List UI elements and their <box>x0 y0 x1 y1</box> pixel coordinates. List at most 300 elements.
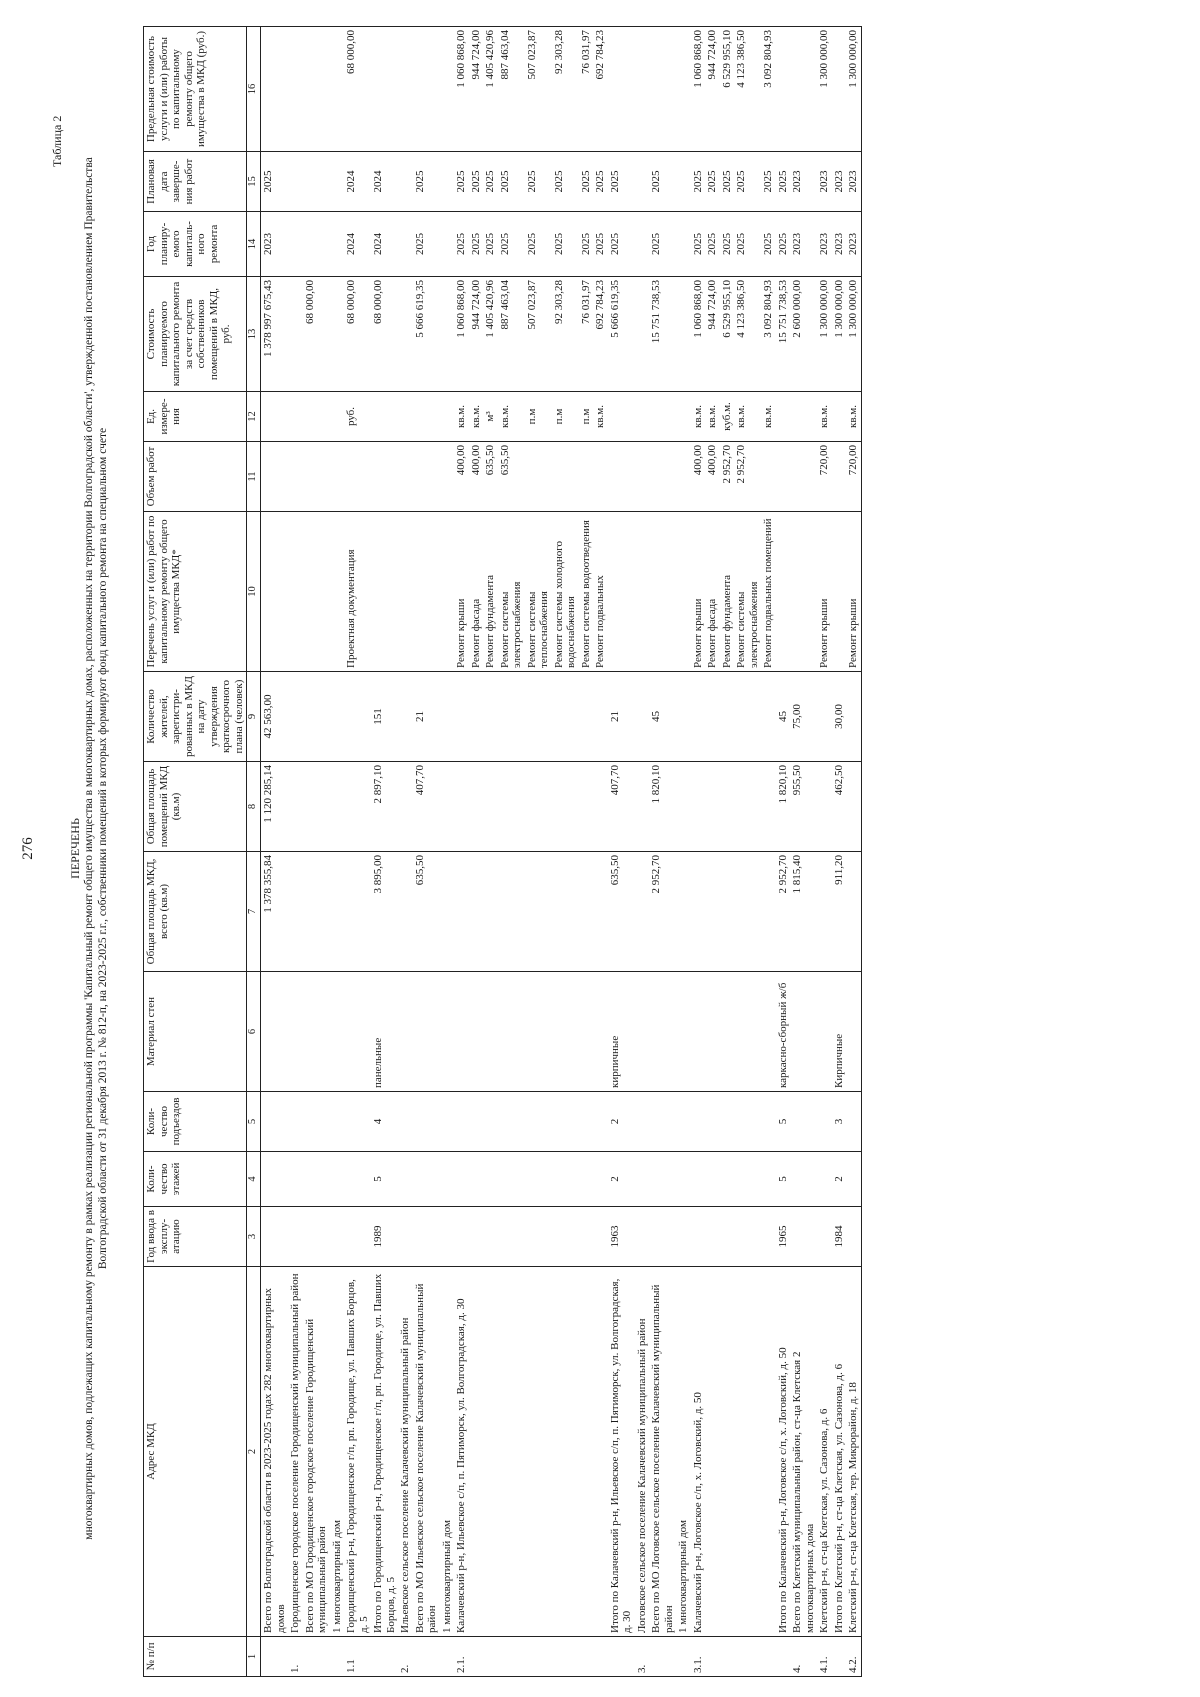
table-cell: 2023 <box>790 152 817 212</box>
table-cell <box>498 1267 525 1637</box>
heading-description-line-1: многоквартирных домов, подлежащих капитальному ремонту в рамках реализации региональной программы 'Капитальный ремонт общего имущества в многоквартирных домах, расположенных на территории Волгоградской области', утвержденной постановлением Правительства <box>83 157 95 1540</box>
table-cell: 2025 <box>649 212 676 277</box>
table-cell: 1963 <box>608 1207 635 1267</box>
column-header: Год ввода в эксплу-атацию <box>144 1207 247 1267</box>
table-cell <box>579 1092 594 1152</box>
table-cell: Всего по МО Логовское сельское поселение Калачевский муниципальный район <box>649 1267 676 1637</box>
table-cell <box>440 277 455 392</box>
table-cell: 1 300 000,00 <box>846 277 861 392</box>
table-cell: 2025 <box>469 152 484 212</box>
table-cell <box>579 672 594 762</box>
table-cell <box>720 672 735 762</box>
table-row <box>776 27 791 1677</box>
table-cell <box>330 1152 345 1207</box>
table-cell: 2023 <box>832 212 847 277</box>
table-cell <box>398 1152 413 1207</box>
table-cell: 635,50 <box>413 852 440 972</box>
table-cell <box>525 972 552 1092</box>
table-row <box>440 27 455 1677</box>
table-cell <box>525 442 552 512</box>
table-cell <box>498 1152 525 1207</box>
table-cell <box>288 972 303 1092</box>
table-cell: 407,70 <box>608 762 635 852</box>
table-cell <box>440 1152 455 1207</box>
table-cell <box>593 1152 608 1207</box>
table-cell <box>469 852 484 972</box>
table-cell: 2 952,70 <box>776 852 791 972</box>
table-cell: 1 многоквартирный дом <box>330 1267 345 1637</box>
table-cell <box>649 27 676 152</box>
table-cell <box>705 1267 720 1637</box>
table-cell <box>469 1152 484 1207</box>
table-cell: Всего по Волгоградской области в 2023-2025 годах 282 многоквартирных домов <box>261 1267 289 1637</box>
table-cell: 911,20 <box>832 852 847 972</box>
table-cell: 1 378 355,84 <box>261 852 289 972</box>
table-cell: м³ <box>483 392 498 442</box>
table-cell <box>483 1092 498 1152</box>
table-cell: 1.1 <box>344 1637 371 1677</box>
table-cell <box>676 1152 691 1207</box>
table-cell: 400,00 <box>705 442 720 512</box>
table-cell: Ремонт системы теплоснабжения <box>525 512 552 672</box>
column-number: 7 <box>247 852 261 972</box>
table-cell <box>676 672 691 762</box>
table-cell: 2025 <box>776 212 791 277</box>
table-cell <box>483 1267 498 1637</box>
table-cell <box>371 392 398 442</box>
table-cell: 2025 <box>720 152 735 212</box>
table-cell: 400,00 <box>454 442 469 512</box>
table-cell <box>635 212 650 277</box>
table-cell <box>552 762 579 852</box>
table-cell: 76 031,97 <box>579 27 594 152</box>
table-row <box>761 27 776 1677</box>
table-cell <box>776 392 791 442</box>
table-cell <box>498 672 525 762</box>
table-cell <box>608 1637 635 1677</box>
table-cell <box>371 512 398 672</box>
table-cell: 42 563,00 <box>261 672 289 762</box>
table-cell: 1989 <box>371 1207 398 1267</box>
table-cell <box>649 392 676 442</box>
table-cell: 5 <box>776 1152 791 1207</box>
table-cell: 2.1. <box>454 1637 469 1677</box>
table-cell: Кирпичные <box>832 972 847 1092</box>
table-cell <box>525 1637 552 1677</box>
table-cell: кв.м. <box>705 392 720 442</box>
table-cell: 1 820,10 <box>776 762 791 852</box>
table-cell <box>288 27 303 152</box>
table-cell <box>593 852 608 972</box>
table-cell <box>705 1152 720 1207</box>
table-cell <box>469 1267 484 1637</box>
column-header: Год планиру-емого капиталь-ного ремонта <box>144 212 247 277</box>
table-cell: 3 092 804,93 <box>761 277 776 392</box>
table-cell <box>261 1207 289 1267</box>
table-cell <box>483 1637 498 1677</box>
table-row <box>469 27 484 1677</box>
table-cell <box>761 442 776 512</box>
table-cell <box>846 1152 861 1207</box>
table-cell: 2025 <box>261 152 289 212</box>
table-cell <box>303 762 330 852</box>
table-row <box>734 27 761 1677</box>
table-cell: 635,50 <box>608 852 635 972</box>
table-body <box>261 27 862 1677</box>
table-cell: 887 463,04 <box>498 277 525 392</box>
table-row <box>303 27 330 1677</box>
table-cell <box>817 852 832 972</box>
table-cell: 1 378 997 675,43 <box>261 277 289 392</box>
table-cell <box>440 27 455 152</box>
table-cell: Проектная документация <box>344 512 371 672</box>
table-cell: 944 724,00 <box>469 277 484 392</box>
table-cell <box>330 762 345 852</box>
table-cell <box>440 212 455 277</box>
table-cell <box>817 1152 832 1207</box>
table-cell: 720,00 <box>846 442 861 512</box>
table-cell: 2023 <box>261 212 289 277</box>
table-cell <box>303 1207 330 1267</box>
table-cell: Итого по Клетский р-н, ст-ца Клетская, ул. Сазонова, д. 6 <box>832 1267 847 1637</box>
table-cell: 1 300 000,00 <box>817 27 832 152</box>
table-cell <box>790 972 817 1092</box>
table-cell: Клетский р-н, ст-ца Клетская, ул. Сазонова, д. 6 <box>817 1267 832 1637</box>
table-cell <box>761 1092 776 1152</box>
table-cell <box>720 852 735 972</box>
table-cell <box>720 1267 735 1637</box>
table-cell <box>846 1207 861 1267</box>
table-cell <box>303 392 330 442</box>
table-cell: 2025 <box>525 212 552 277</box>
table-cell: 692 784,23 <box>593 27 608 152</box>
table-cell <box>552 972 579 1092</box>
table-cell <box>691 1207 706 1267</box>
table-cell: 507 023,87 <box>525 27 552 152</box>
table-cell: 2025 <box>734 212 761 277</box>
table-row <box>817 27 832 1677</box>
table-cell: 2 952,70 <box>734 442 761 512</box>
table-row <box>705 27 720 1677</box>
table-cell <box>344 762 371 852</box>
table-cell: 30,00 <box>832 672 847 762</box>
table-cell <box>676 212 691 277</box>
table-row <box>288 27 303 1677</box>
table-cell <box>288 152 303 212</box>
table-cell: 2025 <box>498 152 525 212</box>
table-cell <box>371 1637 398 1677</box>
table-cell <box>635 1207 650 1267</box>
table-cell <box>330 1207 345 1267</box>
table-cell <box>846 672 861 762</box>
table-row <box>413 27 440 1677</box>
table-cell: 2024 <box>371 152 398 212</box>
table-cell: 6 529 955,10 <box>720 27 735 152</box>
table-cell: 2025 <box>608 152 635 212</box>
table-cell <box>776 1637 791 1677</box>
table-cell <box>303 972 330 1092</box>
table-cell <box>413 972 440 1092</box>
table-cell: 1 060 868,00 <box>454 277 469 392</box>
column-number: 8 <box>247 762 261 852</box>
table-cell: 21 <box>413 672 440 762</box>
table-cell <box>469 1207 484 1267</box>
column-header: Плановая дата заверше-ния работ <box>144 152 247 212</box>
table-cell <box>288 1207 303 1267</box>
table-cell <box>330 512 345 672</box>
table-cell <box>398 672 413 762</box>
table-cell: Всего по МО Ильевское сельское поселение Калачевский муниципальный район <box>413 1267 440 1637</box>
table-cell <box>303 672 330 762</box>
table-cell: Ремонт фундамента <box>720 512 735 672</box>
table-cell <box>676 392 691 442</box>
table-cell <box>635 442 650 512</box>
table-cell <box>469 672 484 762</box>
table-cell <box>552 1637 579 1677</box>
table-cell: кв.м. <box>846 392 861 442</box>
table-cell: 944 724,00 <box>469 27 484 152</box>
table-cell <box>790 512 817 672</box>
table-cell <box>705 852 720 972</box>
table-cell <box>288 212 303 277</box>
table-cell <box>552 852 579 972</box>
table-cell <box>832 512 847 672</box>
table-cell <box>371 27 398 152</box>
table-header-row <box>144 27 247 1677</box>
table-cell <box>705 1637 720 1677</box>
table-cell <box>734 672 761 762</box>
table-cell <box>579 1207 594 1267</box>
table-cell <box>344 1207 371 1267</box>
table-cell <box>579 852 594 972</box>
table-row <box>525 27 552 1677</box>
table-cell <box>649 972 676 1092</box>
table-cell: 2025 <box>705 212 720 277</box>
table-cell: 720,00 <box>817 442 832 512</box>
table-cell: п.м <box>579 392 594 442</box>
table-cell <box>288 852 303 972</box>
table-row <box>498 27 525 1677</box>
table-cell <box>498 1207 525 1267</box>
table-cell <box>649 1092 676 1152</box>
table-cell <box>776 27 791 152</box>
table-cell <box>691 972 706 1092</box>
table-cell <box>288 1152 303 1207</box>
table-cell: 1. <box>288 1637 303 1677</box>
table-cell: 2025 <box>579 212 594 277</box>
table-cell: 1 060 868,00 <box>454 27 469 152</box>
table-cell: 2025 <box>734 152 761 212</box>
table-cell <box>398 392 413 442</box>
table-row <box>330 27 345 1677</box>
table-row <box>593 27 608 1677</box>
table-cell: 45 <box>649 672 676 762</box>
table-cell <box>705 762 720 852</box>
table-cell <box>593 1637 608 1677</box>
table-cell: 400,00 <box>691 442 706 512</box>
table-cell <box>676 512 691 672</box>
table-cell: п.м <box>552 392 579 442</box>
table-cell <box>330 212 345 277</box>
table-cell: 4 123 386,50 <box>734 277 761 392</box>
table-cell <box>676 852 691 972</box>
table-cell: 2 897,10 <box>371 762 398 852</box>
table-cell <box>817 1092 832 1152</box>
table-cell: 4.2. <box>846 1637 861 1677</box>
table-cell <box>790 1152 817 1207</box>
table-cell <box>579 1267 594 1637</box>
table-row <box>261 27 289 1677</box>
table-cell <box>579 762 594 852</box>
table-cell <box>734 762 761 852</box>
table-cell <box>705 1092 720 1152</box>
table-cell <box>790 1207 817 1267</box>
table-cell <box>790 442 817 512</box>
table-cell <box>635 277 650 392</box>
table-cell <box>288 1092 303 1152</box>
table-cell: 2023 <box>832 152 847 212</box>
table-cell <box>676 442 691 512</box>
table-cell <box>705 1207 720 1267</box>
table-cell <box>832 27 847 152</box>
table-cell <box>720 1152 735 1207</box>
table-cell: 5 <box>776 1092 791 1152</box>
table-cell: 635,50 <box>483 442 498 512</box>
table-cell: 635,50 <box>498 442 525 512</box>
table-cell <box>454 1152 469 1207</box>
table-cell <box>440 672 455 762</box>
table-cell <box>817 762 832 852</box>
table-cell <box>734 1152 761 1207</box>
column-number-row <box>247 27 261 1677</box>
table-cell: куб.м. <box>720 392 735 442</box>
table-cell <box>761 1267 776 1637</box>
table-cell <box>676 1207 691 1267</box>
table-cell: 1 060 868,00 <box>691 27 706 152</box>
table-cell: кв.м. <box>761 392 776 442</box>
table-row <box>371 27 398 1677</box>
table-cell <box>454 672 469 762</box>
table-cell: 2023 <box>790 212 817 277</box>
table-cell: 1 300 000,00 <box>832 277 847 392</box>
table-cell: Ремонт крыши <box>817 512 832 672</box>
table-cell <box>398 152 413 212</box>
table-cell <box>676 762 691 852</box>
table-cell: 2025 <box>579 152 594 212</box>
table-cell: Ремонт фасада <box>705 512 720 672</box>
table-cell: Городищенское городское поселение Городищенский муниципальный район <box>288 1267 303 1637</box>
table-cell: 944 724,00 <box>705 27 720 152</box>
table-cell <box>593 972 608 1092</box>
table-cell <box>635 852 650 972</box>
table-cell <box>832 392 847 442</box>
table-cell: 2024 <box>344 152 371 212</box>
table-cell <box>344 972 371 1092</box>
table-cell <box>649 1152 676 1207</box>
table-cell <box>790 1092 817 1152</box>
table-cell <box>691 762 706 852</box>
table-cell: 2025 <box>776 152 791 212</box>
table-cell <box>676 277 691 392</box>
table-cell <box>398 972 413 1092</box>
table-cell <box>303 852 330 972</box>
table-cell <box>498 1092 525 1152</box>
table-cell: 3. <box>635 1637 650 1677</box>
table-cell <box>635 1152 650 1207</box>
column-number: 11 <box>247 442 261 512</box>
table-cell: Клетский р-н, ст-ца Клетская, тер. Микрорайон, д. 18 <box>846 1267 861 1637</box>
table-cell: 3 <box>832 1092 847 1152</box>
table-cell: 2025 <box>469 212 484 277</box>
table-cell <box>790 27 817 152</box>
table-cell <box>790 392 817 442</box>
column-number: 10 <box>247 512 261 672</box>
table-cell <box>344 672 371 762</box>
table-cell <box>330 852 345 972</box>
table-cell <box>552 1092 579 1152</box>
table-cell <box>635 672 650 762</box>
heading-description-line-2: Волгоградской области от 31 декабря 2013 г. № 812-п, на 2023-2025 г.г., собственники помещений в которых формируют фонд капитального ремонта на специальном счете <box>97 427 109 1270</box>
table-cell: 2023 <box>846 152 861 212</box>
table-cell <box>635 392 650 442</box>
table-row <box>483 27 498 1677</box>
table-cell: Ремонт крыши <box>846 512 861 672</box>
table-cell <box>413 392 440 442</box>
table-cell <box>734 972 761 1092</box>
table-row <box>398 27 413 1677</box>
column-header: Стоимость планируемого капитального ремонта за счет средств собственников помещений в МКД, руб. <box>144 277 247 392</box>
table-cell <box>413 27 440 152</box>
table-cell: 1 многоквартирный дом <box>676 1267 691 1637</box>
table-cell: Итого по Городищенский р-н, Городищенское г/п, рп. Городище, ул. Павших Борцов, д. 5 <box>371 1267 398 1637</box>
table-cell <box>734 1207 761 1267</box>
table-cell <box>498 762 525 852</box>
table-cell <box>676 27 691 152</box>
table-cell <box>525 852 552 972</box>
table-cell: 92 303,28 <box>552 27 579 152</box>
column-number: 2 <box>247 1267 261 1637</box>
column-number: 5 <box>247 1092 261 1152</box>
table-cell <box>440 972 455 1092</box>
column-header: Количество жителей, зарегистри-рованных в МКД на дату утверждения краткосрочного плана (человек) <box>144 672 247 762</box>
table-cell: 4 <box>371 1092 398 1152</box>
table-cell <box>440 1637 455 1677</box>
table-cell: кв.м. <box>691 392 706 442</box>
table-row <box>790 27 817 1677</box>
table-cell <box>398 1207 413 1267</box>
table-cell <box>398 762 413 852</box>
table-cell <box>579 1152 594 1207</box>
table-cell: 68 000,00 <box>344 27 371 152</box>
table-cell <box>676 152 691 212</box>
table-cell <box>261 512 289 672</box>
table-cell <box>344 852 371 972</box>
table-cell: Ремонт фасада <box>469 512 484 672</box>
table-cell: Ремонт подвальных <box>593 512 608 672</box>
table-cell: панельные <box>371 972 398 1092</box>
table-cell: Ремонт фундамента <box>483 512 498 672</box>
column-header: № п/п <box>144 1637 247 1677</box>
table-cell: 1 405 420,96 <box>483 277 498 392</box>
table-cell <box>649 1207 676 1267</box>
table-cell: 2 952,70 <box>720 442 735 512</box>
table-cell: 944 724,00 <box>705 277 720 392</box>
table-cell <box>483 762 498 852</box>
table-cell <box>454 1092 469 1152</box>
table-cell <box>288 392 303 442</box>
table-cell: 2025 <box>705 152 720 212</box>
table-cell <box>579 972 594 1092</box>
